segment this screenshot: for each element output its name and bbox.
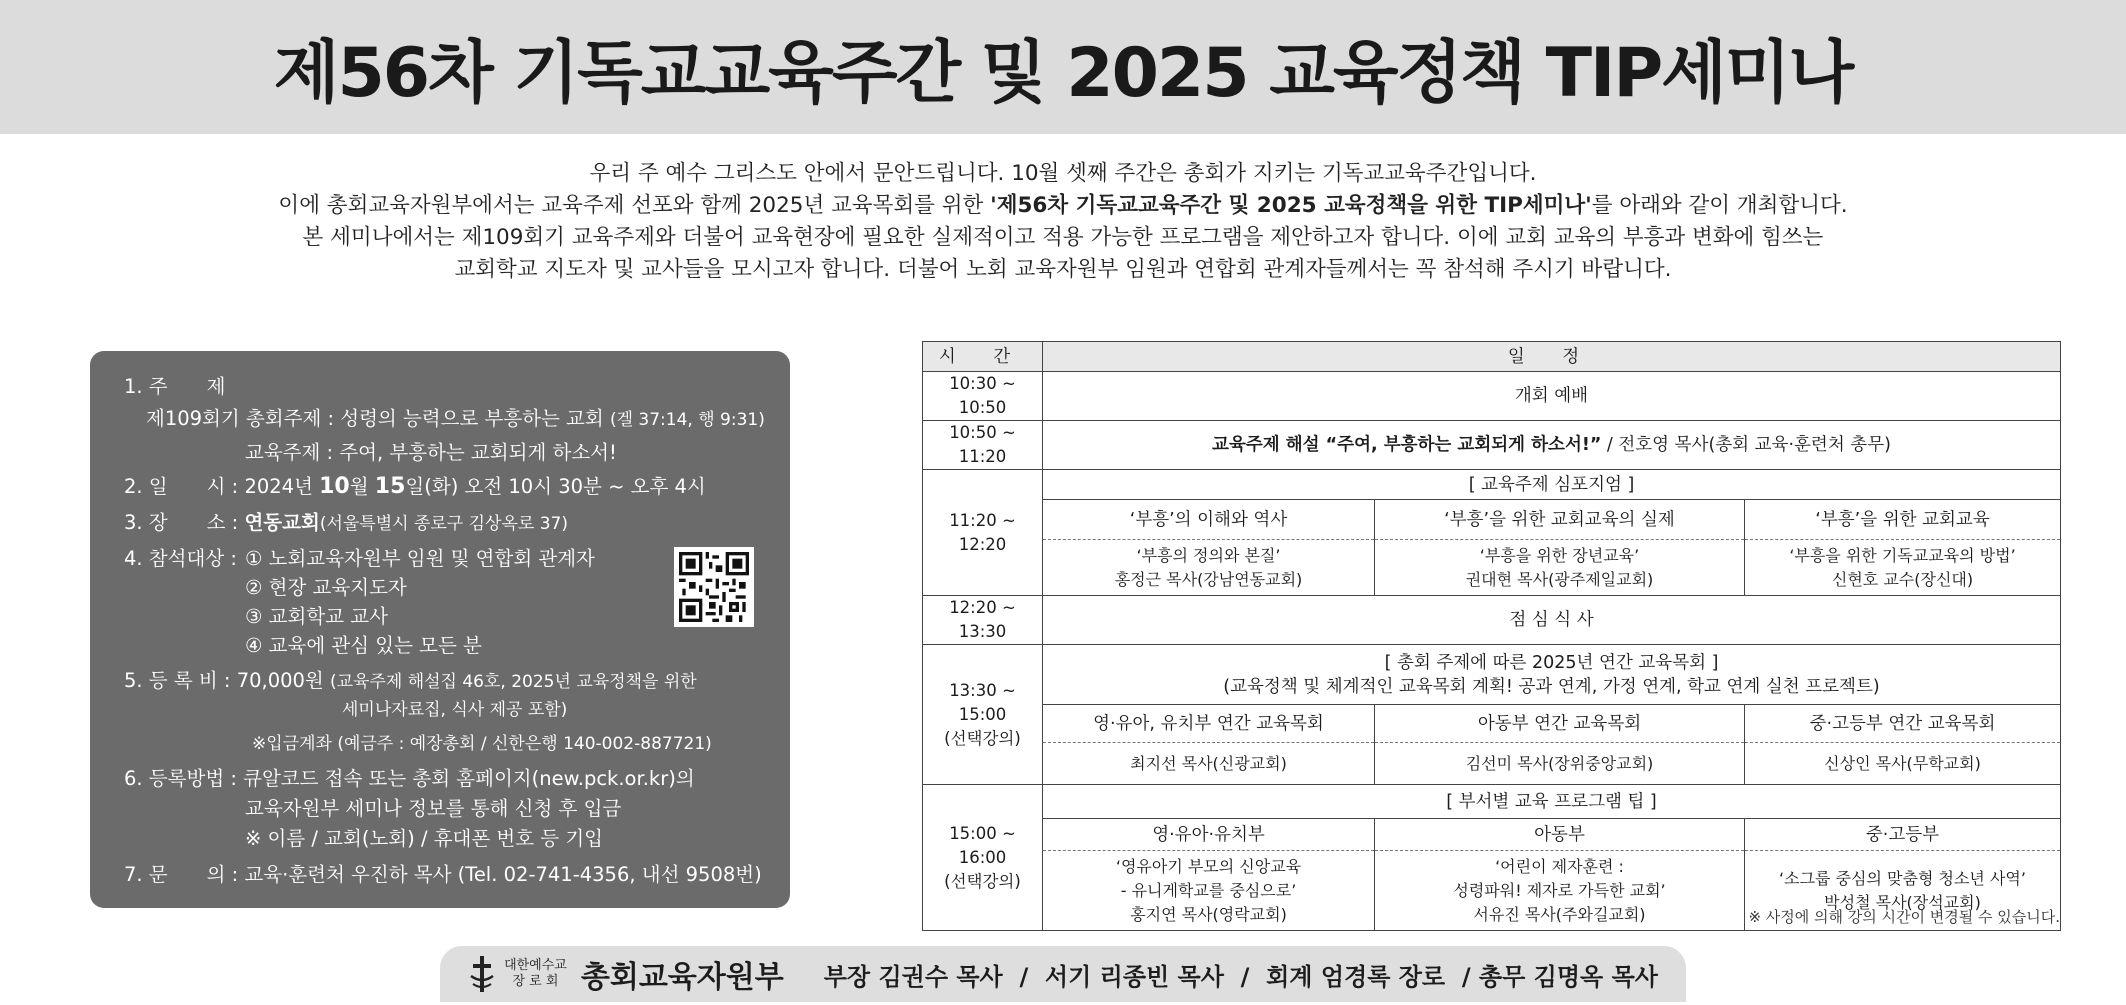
footer-bar [440,946,1686,1002]
table-row [923,705,2061,743]
contact-row: 7. 문 의 : 교육·훈련처 우진하 목사 (Tel. 02-741-4356, 내선 9508번) [124,863,762,886]
table-row [923,540,2061,596]
theme-label: 1. 주 제 [124,375,226,398]
reg-line-2: 교육자원부 세미나 정보를 통해 신청 후 입금 [245,797,622,820]
row-event-speaker: / 전호영 목사(총회 교육·훈련처 총무) [1601,435,1891,455]
target-label: 4. 참석대상 : [124,547,237,570]
target-3: ③ 교회학교 교사 [245,605,388,628]
table-row [923,372,2061,421]
qr-code-icon[interactable] [674,547,754,627]
row-event-title: 교육주제 해설 “주여, 부흥하는 교회되게 하소서!” [1212,435,1602,455]
speaker-text: 홍정근 목사(강남연동교회) [1114,569,1303,589]
page-title: 제56차 기독교교육주간 및 2025 교육정책 TIP세미나 [273,33,1853,113]
speaker-text: 홍지연 목사(영락교회) [1130,904,1287,924]
place-row [124,507,568,535]
target-4: ④ 교육에 관심 있는 모든 분 [245,634,482,657]
row-event: 개회 예배 [1043,372,2061,421]
theme-general-ref: (겔 37:14, 행 9:31) [609,410,765,430]
date-post: 일(화) 오전 10시 30분 ~ 오후 4시 [405,475,706,498]
header-time: 시 간 [923,342,1043,372]
time-text: 13:30 ~ 15:00 [949,680,1016,724]
reg-label: 6. 등록방법 : [124,767,244,790]
annual-speaker-2: 김선미 목사(장위중앙교회) [1375,743,1745,785]
row-time: 10:30 ~ 10:50 [923,372,1043,421]
table-row [923,596,2061,645]
place-name: 연동교회 [244,511,320,534]
topic-text: ‘소그룹 중심의 맞춤형 청소년 사역’ [1779,868,2026,888]
target-2: ② 현장 교육지도자 [245,576,407,599]
symposium-speaker-2 [1375,540,1745,596]
intro-line-1: 우리 주 예수 그리스도 안에서 문안드립니다. 10월 셋째 주간은 총회가 지키는 기독교교육주간입니다. [589,161,1537,186]
row-event: 점 심 식 사 [1043,596,2061,645]
schedule-table [922,341,2061,931]
speaker-text: 박성철 목사(장석교회) [1824,892,1981,912]
church-name-line-2: 장 로 회 [512,974,559,989]
info-box [90,351,790,908]
symposium-title: [ 교육주제 심포지엄 ] [1043,470,2061,500]
date-month: 10 [319,474,350,499]
qr-code-graphic [679,552,749,622]
table-row [923,819,2061,851]
annual-plan-heading: [ 총회 주제에 따른 2025년 연간 교육목회 ] [1384,652,1719,673]
topic-text: ‘영유아기 부모의 신앙교육 [1115,856,1302,876]
org-name: 총회교육자원부 [580,960,784,995]
theme-edu: 교육주제 : 주여, 부흥하는 교회되게 하소서! [245,441,617,464]
dept-col-2: 아동부 [1375,819,1745,851]
symposium-speaker-1 [1043,540,1375,596]
place-address: (서울특별시 종로구 김상옥로 37) [319,514,568,534]
row-time [923,785,1043,931]
theme-general [146,403,765,431]
intro-line-2-bold: '제56차 기독교교육주간 및 2025 교육정책을 위한 TIP세미나' [990,193,1592,218]
account-text: ※입금계좌 (예금주 : 예장총회 / 신한은행 140-002-887721) [252,734,712,754]
row-event [1043,421,2061,470]
dept-speaker-1 [1043,851,1375,931]
time-sub: (선택강의) [944,871,1021,891]
reg-row [124,763,695,791]
symposium-speaker-3 [1745,540,2061,596]
fee-amount: 70,000원 [236,669,324,692]
date-pre: 2024년 [244,475,320,498]
church-name [504,958,567,990]
topic-text: - 유니게학교를 중심으로’ [1120,880,1297,900]
speaker-text: 신현호 교수(장신대) [1831,569,1974,589]
dept-col-3: 중·고등부 [1745,819,2061,851]
intro-line-2 [130,190,1996,222]
time-text: 15:00 ~ 16:00 [949,823,1016,867]
table-row [923,421,2061,470]
church-logo-icon [468,954,496,994]
annual-plan-title [1043,645,2061,705]
dept-tips-title: [ 부서별 교육 프로그램 팁 ] [1043,785,2061,819]
account-info [252,729,712,754]
annual-col-1: 영·유아, 유치부 연간 교육목회 [1043,705,1375,743]
intro-text [130,158,1996,286]
fee-detail-2 [342,695,567,720]
fee-label: 5. 등 록 비 : [124,669,237,692]
table-row [923,645,2061,705]
topic-text: ‘부흥을 위한 기독교교육의 방법’ [1789,545,2016,565]
symposium-col-2: ‘부흥’을 위한 교회교육의 실제 [1375,500,1745,540]
row-time: 10:50 ~ 11:20 [923,421,1043,470]
symposium-col-3: ‘부흥’을 위한 교회교육 [1745,500,2061,540]
date-mid: 월 [349,475,375,498]
table-row [923,785,2061,819]
annual-col-2: 아동부 연간 교육목회 [1375,705,1745,743]
fee-detail-2-text: 세미나자료집, 식사 제공 포함) [342,700,568,720]
dept-col-1: 영·유아·유치부 [1043,819,1375,851]
place-label: 3. 장 소 : [124,511,245,534]
table-header-row [923,342,2061,372]
date-day: 15 [374,474,406,499]
row-time [923,645,1043,785]
schedule-note: ※ 사정에 의해 강의 시간이 변경될 수 있습니다. [1748,908,2060,926]
church-name-line-1: 대한예수교 [504,958,567,973]
table-row [923,500,2061,540]
target-1: ① 노회교육자원부 임원 및 연합회 관계자 [245,547,595,570]
topic-text: ‘어린이 제자훈련 : [1495,856,1624,876]
annual-col-3: 중·고등부 연간 교육목회 [1745,705,2061,743]
topic-text: ‘부흥의 정의와 본질’ [1136,545,1281,565]
fee-detail-1: (교육주제 해설집 46호, 2025년 교육정책을 위한 [329,672,697,692]
annual-speaker-3: 신상인 목사(무학교회) [1745,743,2061,785]
header-plan: 일 정 [1043,342,2061,372]
speaker-text: 권대현 목사(광주제일교회) [1465,569,1654,589]
fee-row [124,665,697,693]
staff-list: 부장 김권수 목사 / 서기 리종빈 목사 / 회계 엄경록 장로 / 총무 김명옥 목사 [823,962,1658,991]
intro-line-2-post: 를 아래와 같이 개최합니다. [1591,193,1848,218]
row-time: 12:20 ~ 13:30 [923,596,1043,645]
reg-line-1: 큐알코드 접속 또는 총회 홈페이지(new.pck.or.kr)의 [243,767,695,790]
speaker-text: 서유진 목사(주와길교회) [1473,904,1646,924]
theme-general-text: 제109회기 총회주제 : 성령의 능력으로 부흥하는 교회 [146,407,604,430]
intro-line-3: 본 세미나에서는 제109회기 교육주제와 더불어 교육현장에 필요한 실제적이고 적용 가능한 프로그램을 제안하고자 합니다. 이에 교회 교육의 부흥과 변화에 힘쓰는 [302,225,1824,250]
row-time: 11:20 ~ 12:20 [923,470,1043,596]
table-row [923,470,2061,500]
time-sub: (선택강의) [944,728,1021,748]
intro-line-2-pre: 이에 총회교육자원부에서는 교육주제 선포와 함께 2025년 교육목회를 위한 [278,193,991,218]
title-banner [0,0,2126,134]
reg-line-3: ※ 이름 / 교회(노회) / 휴대폰 번호 등 기입 [245,827,604,850]
topic-text: 성령파워! 제자로 가득한 교회’ [1453,880,1666,900]
date-row [124,471,706,499]
annual-plan-subtitle: (교육정책 및 체계적인 교육목회 계획! 공과 연계, 가정 연계, 학교 연계 실천 프로젝트) [1223,676,1880,697]
table-row [923,743,2061,785]
date-label: 2. 일 시 : [124,475,245,498]
topic-text: ‘부흥을 위한 장년교육’ [1479,545,1640,565]
symposium-col-1: ‘부흥’의 이해와 역사 [1043,500,1375,540]
annual-speaker-1: 최지선 목사(신광교회) [1043,743,1375,785]
intro-line-4: 교회학교 지도자 및 교사들을 모시고자 합니다. 더불어 노회 교육자원부 임원과 연합회 관계자들께서는 꼭 참석해 주시기 바랍니다. [454,257,1672,282]
